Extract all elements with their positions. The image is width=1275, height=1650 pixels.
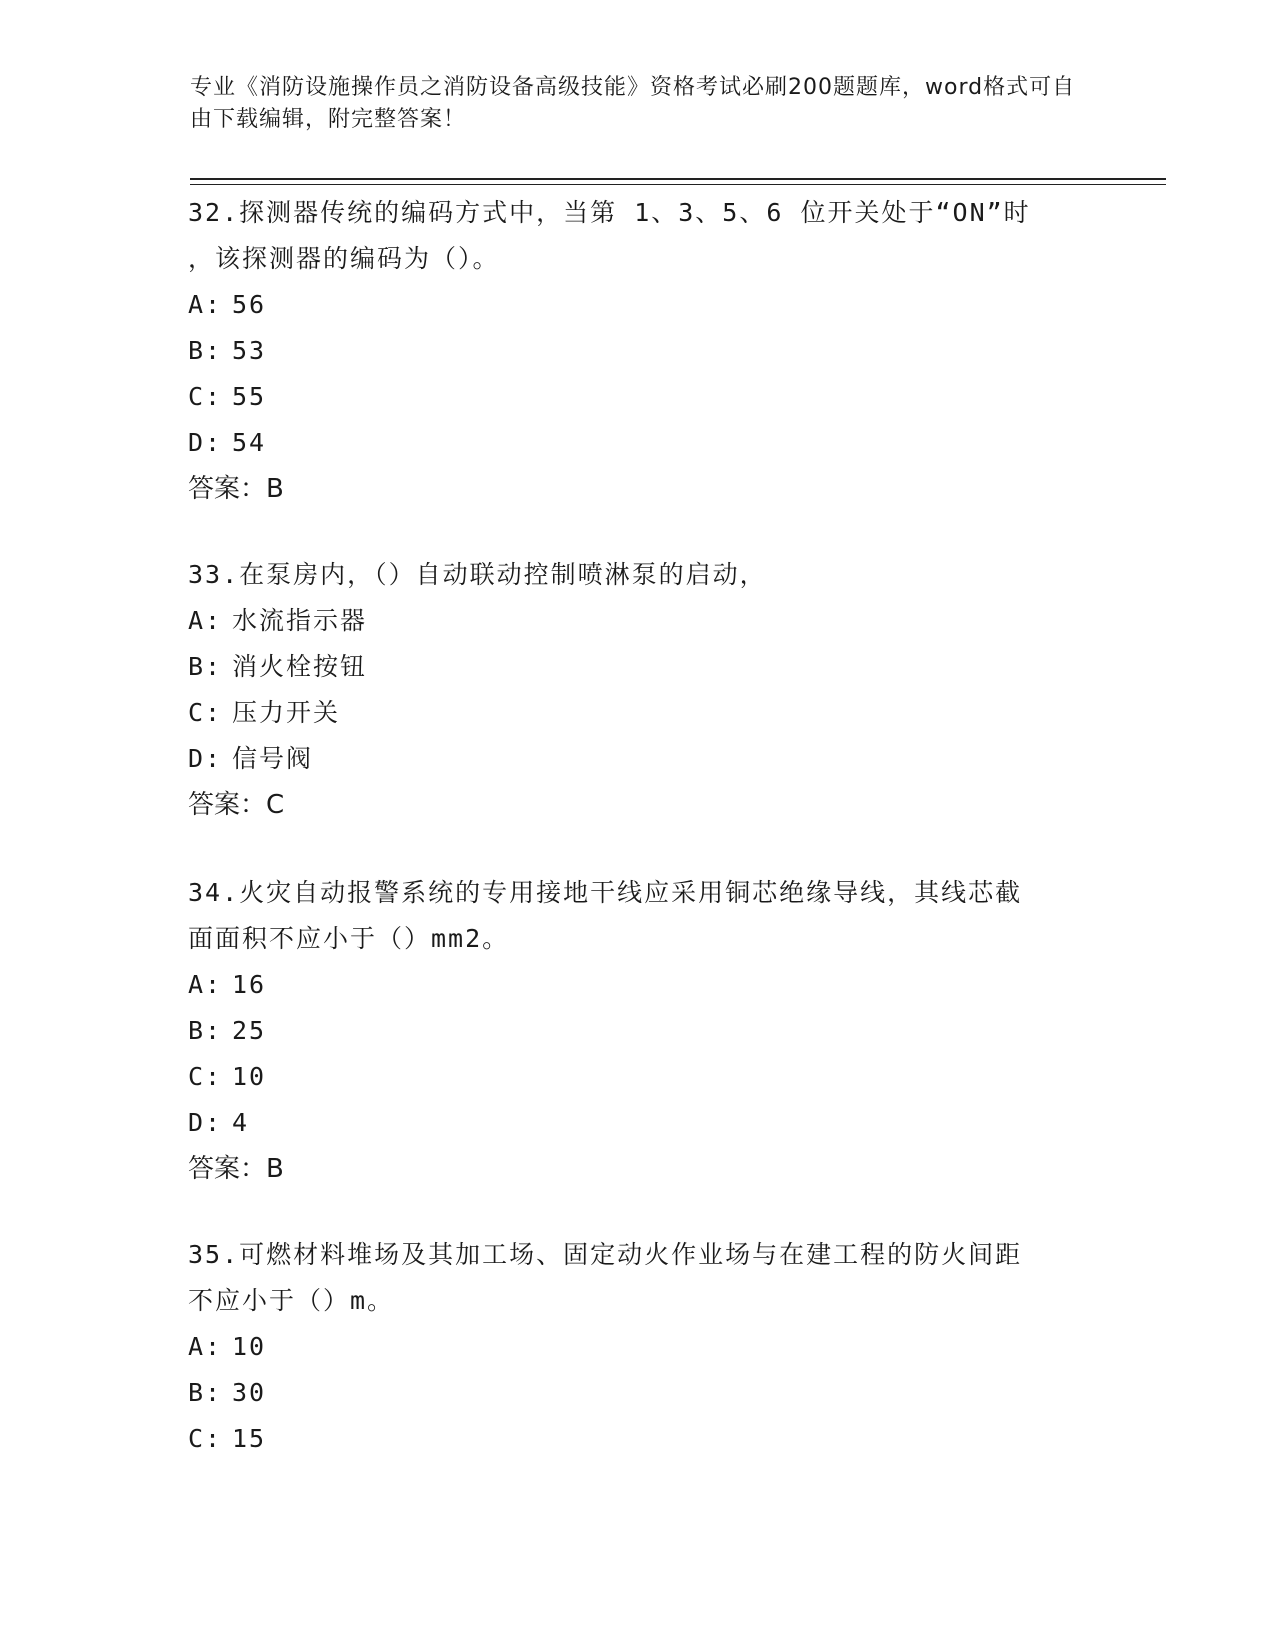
option-text: 水流指示器 — [232, 606, 368, 635]
option-a — [188, 598, 1088, 644]
question-stem-line: 面面积不应小于（）mm2。 — [188, 924, 510, 953]
option-key: C: — [188, 1062, 223, 1091]
question-32 — [188, 190, 1088, 512]
question-35 — [188, 1232, 1088, 1462]
option-text: 15 — [232, 1424, 267, 1453]
header-divider-thin — [190, 184, 1166, 185]
option-key: A: — [188, 970, 223, 999]
option-c — [188, 1054, 1088, 1100]
option-b — [188, 644, 1088, 690]
question-33 — [188, 552, 1088, 828]
question-stem-line: 32.探测器传统的编码方式中，当第 1、3、5、6 位开关处于“ON”时 — [188, 198, 1031, 227]
option-text: 10 — [232, 1332, 267, 1361]
option-text: 25 — [232, 1016, 267, 1045]
option-b — [188, 1370, 1088, 1416]
answer-label: 答案：C — [188, 790, 285, 820]
option-text: 55 — [232, 382, 267, 411]
option-d — [188, 736, 1088, 782]
option-key: A: — [188, 290, 223, 319]
option-a — [188, 282, 1088, 328]
question-stem-line: 35.可燃材料堆场及其加工场、固定动火作业场与在建工程的防火间距 — [188, 1240, 1023, 1269]
option-text: 压力开关 — [232, 698, 341, 727]
option-key: B: — [188, 1378, 223, 1407]
option-text: 54 — [232, 428, 267, 457]
question-stem-line: 34.火灾自动报警系统的专用接地干线应采用铜芯绝缘导线，其线芯截 — [188, 878, 1023, 907]
option-key: B: — [188, 652, 223, 681]
option-a — [188, 1324, 1088, 1370]
option-c — [188, 374, 1088, 420]
option-d — [188, 420, 1088, 466]
option-text: 4 — [232, 1108, 250, 1137]
option-b — [188, 1008, 1088, 1054]
option-key: A: — [188, 606, 223, 635]
option-key: B: — [188, 1016, 223, 1045]
option-a — [188, 962, 1088, 1008]
option-text: 30 — [232, 1378, 267, 1407]
option-key: D: — [188, 428, 223, 457]
option-text: 16 — [232, 970, 267, 999]
option-key: C: — [188, 1424, 223, 1453]
question-stem-line: 不应小于（）m。 — [188, 1286, 395, 1315]
option-key: D: — [188, 1108, 223, 1137]
option-c — [188, 690, 1088, 736]
question-stem-line: ，该探测器的编码为（）。 — [188, 244, 500, 273]
option-text: 信号阀 — [232, 744, 314, 773]
option-d — [188, 1100, 1088, 1146]
option-key: C: — [188, 698, 223, 727]
option-key: B: — [188, 336, 223, 365]
question-stem-line: 33.在泵房内，（）自动联动控制喷淋泵的启动， — [188, 560, 767, 589]
document-header: 专业《消防设施操作员之消防设备高级技能》资格考试必刷200题题库，word格式可自由下载编辑，附完整答案！ — [190, 75, 1076, 132]
option-key: D: — [188, 744, 223, 773]
option-c — [188, 1416, 1088, 1462]
option-b — [188, 328, 1088, 374]
answer-label: 答案：B — [188, 474, 284, 504]
option-text: 10 — [232, 1062, 267, 1091]
header-divider-thick — [190, 178, 1166, 180]
option-key: A: — [188, 1332, 223, 1361]
answer-label: 答案：B — [188, 1154, 284, 1184]
option-text: 消火栓按钮 — [232, 652, 368, 681]
option-text: 53 — [232, 336, 267, 365]
option-text: 56 — [232, 290, 267, 319]
option-key: C: — [188, 382, 223, 411]
question-34 — [188, 870, 1088, 1192]
